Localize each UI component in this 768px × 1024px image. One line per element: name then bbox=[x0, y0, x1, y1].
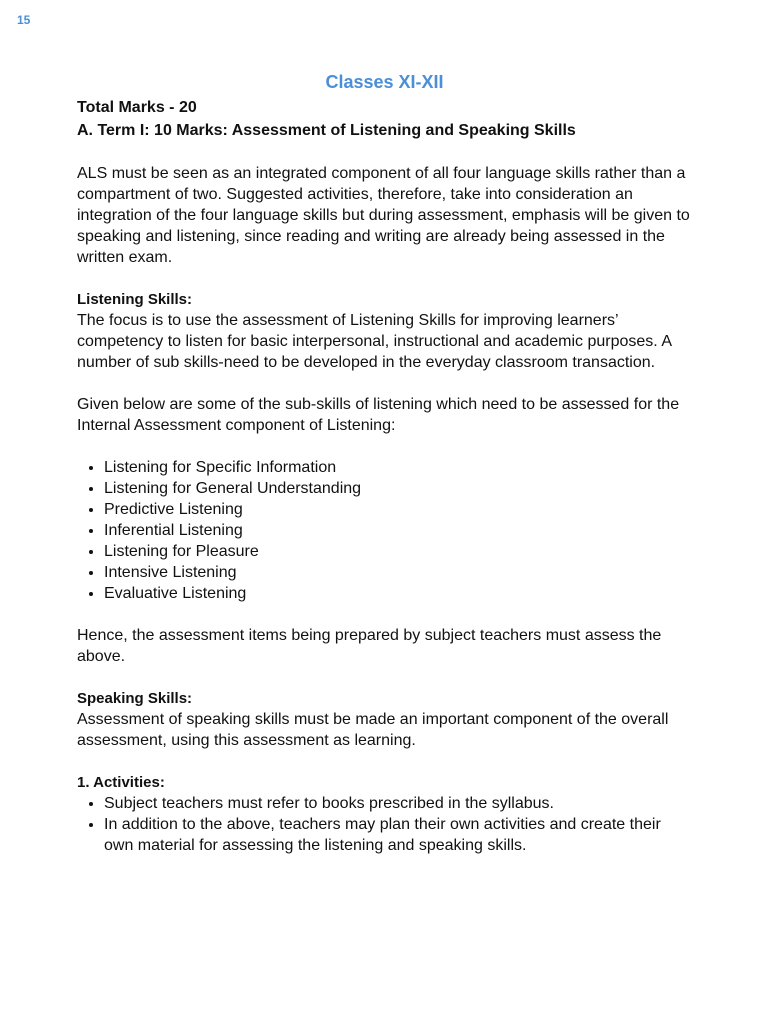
intro-paragraph: ALS must be seen as an integrated component of all four language skills rather than a compartment of two. Suggested activities, therefore, take into consideration an integration of the four language skills but during assessment, emphasis will be given to speaking and listening, since reading and writing are already being assessed in the written exam. bbox=[77, 165, 690, 266]
spacer bbox=[77, 142, 692, 163]
list-item: • Evaluative Listening bbox=[104, 583, 692, 604]
activities-heading: 1. Activities: bbox=[77, 774, 165, 791]
subskills-intro: Given below are some of the sub-skills of listening which need to be assessed for the Internal Assessment component of Listening: bbox=[77, 396, 680, 434]
total-marks-heading: Total Marks - 20 bbox=[77, 99, 197, 116]
listening-skills-heading: Listening Skills: bbox=[77, 291, 193, 308]
list-item: • Listening for Pleasure bbox=[104, 541, 692, 562]
spacer bbox=[77, 436, 692, 457]
term-heading: A. Term I: 10 Marks: Assessment of Listening and Speaking Skills bbox=[77, 122, 576, 139]
subskills-list bbox=[77, 457, 692, 604]
speaking-skills-paragraph: Assessment of speaking skills must be made an important component of the overall assessment, using this assessment as learning. bbox=[77, 711, 669, 749]
page-number: 15 bbox=[17, 13, 31, 27]
list-item: • Subject teachers must refer to books prescribed in the syllabus. bbox=[104, 793, 692, 814]
spacer bbox=[77, 373, 692, 394]
spacer bbox=[77, 604, 692, 625]
list-item: • Listening for General Understanding bbox=[104, 478, 692, 499]
document-body bbox=[77, 70, 692, 856]
spacer bbox=[77, 751, 692, 772]
listening-skills-paragraph: The focus is to use the assessment of Listening Skills for improving learners’ competency to listen for basic interpersonal, instructional and academic purposes. A number of sub skills-need to be developed in the everyday classroom transaction. bbox=[77, 312, 672, 371]
list-item: • Intensive Listening bbox=[104, 562, 692, 583]
page-title: Classes XI-XII bbox=[325, 72, 444, 92]
list-item: • Listening for Specific Information bbox=[104, 457, 692, 478]
list-item: • Inferential Listening bbox=[104, 520, 692, 541]
activities-list bbox=[77, 793, 692, 856]
spacer bbox=[77, 667, 692, 688]
list-item: • In addition to the above, teachers may plan their own activities and create their own material for assessing the listening and speaking skills. bbox=[104, 814, 692, 856]
list-item: • Predictive Listening bbox=[104, 499, 692, 520]
speaking-skills-heading: Speaking Skills: bbox=[77, 690, 193, 707]
spacer bbox=[77, 268, 692, 289]
listening-conclusion: Hence, the assessment items being prepared by subject teachers must assess the above. bbox=[77, 627, 662, 665]
